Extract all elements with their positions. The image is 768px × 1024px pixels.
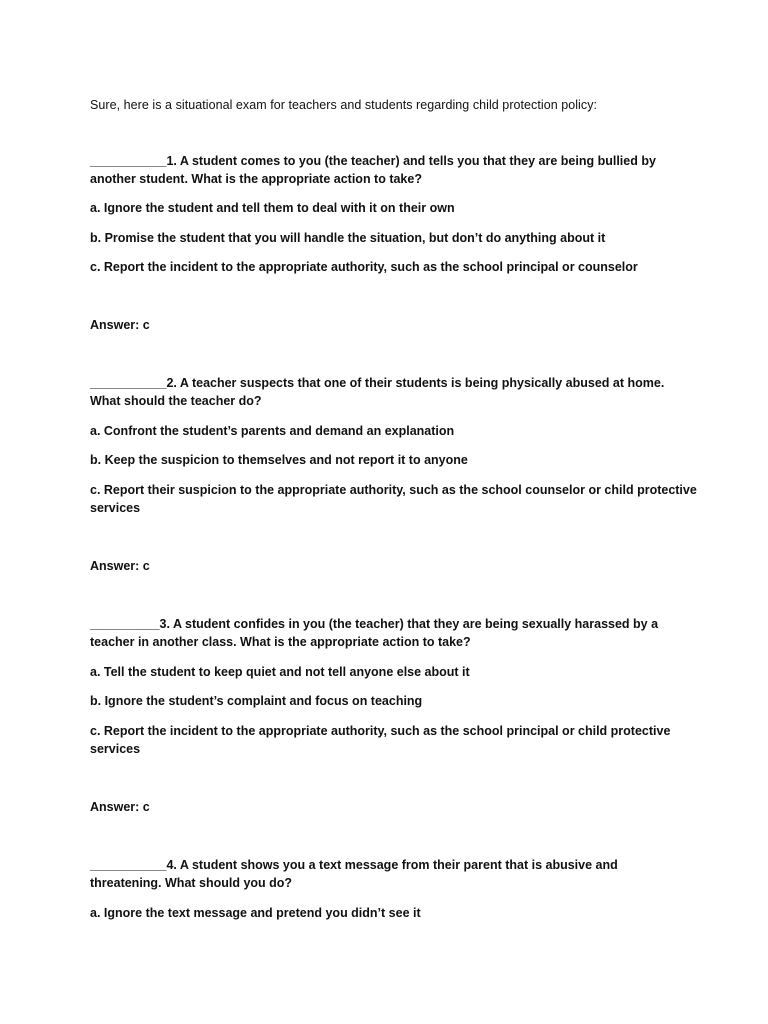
question-2-text: 2. A teacher suspects that one of their students is being physically abused at home.: [166, 376, 665, 390]
question-2-answer: Answer: c: [90, 559, 150, 573]
question-1-option-c: c. Report the incident to the appropriate authority, such as the school principal or counselor: [90, 260, 638, 274]
question-4-line-2: threatening. What should you do?: [90, 876, 293, 890]
question-3-option-c: c. Report the incident to the appropriate authority, such as the school principal or child protective: [90, 724, 671, 738]
question-4-line-1: [90, 856, 690, 874]
answer-blank-2: ___________: [90, 376, 167, 390]
question-1-option-b: b. Promise the student that you will handle the situation, but don’t do anything about it: [90, 231, 606, 245]
question-2-option-a: a. Confront the student’s parents and demand an explanation: [90, 424, 455, 438]
question-3-line-2: teacher in another class. What is the appropriate action to take?: [90, 635, 471, 649]
answer-blank-1: ___________: [90, 154, 167, 168]
answer-blank-4: ___________: [90, 858, 167, 872]
question-3-text: 3. A student confides in you (the teacher) that they are being sexually harassed by a: [159, 617, 659, 631]
question-1-line-1: [90, 152, 690, 170]
question-1-text: 1. A student comes to you (the teacher) and tells you that they are being bullied by: [166, 154, 656, 168]
question-3-answer: Answer: c: [90, 800, 150, 814]
question-3-option-a: a. Tell the student to keep quiet and not tell anyone else about it: [90, 665, 470, 679]
question-2-option-b: b. Keep the suspicion to themselves and not report it to anyone: [90, 453, 468, 467]
question-2-line-1: [90, 374, 690, 392]
question-2-option-c: c. Report their suspicion to the appropriate authority, such as the school counselor or child protective: [90, 483, 697, 497]
question-1-option-a: a. Ignore the student and tell them to deal with it on their own: [90, 201, 455, 215]
question-1-answer: Answer: c: [90, 318, 150, 332]
answer-blank-3: __________: [90, 617, 160, 631]
question-3-option-b: b. Ignore the student’s complaint and focus on teaching: [90, 694, 423, 708]
question-2-option-c-cont: services: [90, 501, 141, 515]
question-3-line-1: [90, 615, 690, 633]
intro-text: Sure, here is a situational exam for teachers and students regarding child protection policy:: [90, 98, 598, 112]
question-3-option-c-cont: services: [90, 742, 141, 756]
question-4-text: 4. A student shows you a text message from their parent that is abusive and: [166, 858, 618, 872]
question-2-line-2: What should the teacher do?: [90, 394, 262, 408]
question-4-option-a: a. Ignore the text message and pretend you didn’t see it: [90, 906, 421, 920]
question-1-line-2: another student. What is the appropriate action to take?: [90, 172, 422, 186]
